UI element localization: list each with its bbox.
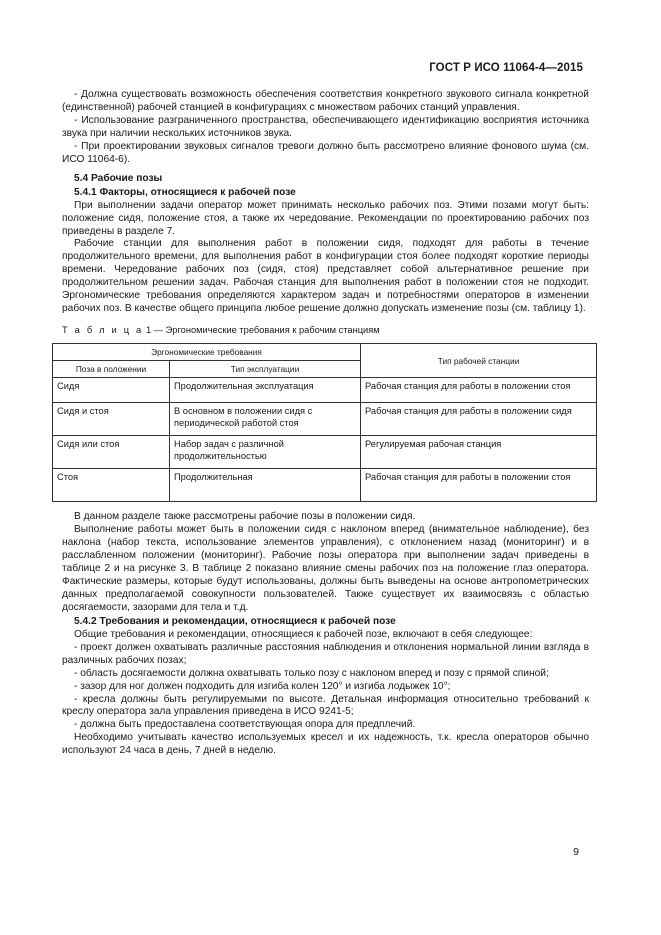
- cell-operation: Продолжительная эксплуатация: [170, 378, 361, 403]
- standard-header: ГОСТ Р ИСО 11064-4—2015: [429, 62, 583, 74]
- list-item: - должна быть предоставлена соответствующая опора для предплечий.: [74, 719, 416, 731]
- cell-station: Регулируемая рабочая станция: [361, 436, 597, 469]
- cell-operation: Продолжительная: [170, 469, 361, 502]
- table-caption-label: Т а б л и ц а: [62, 325, 144, 336]
- section-5-4-1-title: 5.4.1 Факторы, относящиеся к рабочей позе: [74, 186, 296, 198]
- table-row: [53, 403, 597, 436]
- table-row: [53, 436, 597, 469]
- cell-posture: Сидя и стоя: [53, 403, 170, 436]
- cell-posture: Стоя: [53, 469, 170, 502]
- section-5-4-2-title: 5.4.2 Требования и рекомендации, относящиеся к рабочей позе: [74, 615, 396, 627]
- section-5-4-2-intro: Общие требования и рекомендации, относящиеся к рабочей позе, включают в себя следующее:: [74, 628, 533, 640]
- list-item: - кресла должны быть регулируемыми по высоте. Детальная информация относительно требований к креслу оператора зала управления приведена в ИСО 9241-5;: [62, 693, 589, 718]
- cell-operation: В основном в положении сидя с периодической работой стоя: [170, 403, 361, 436]
- table-caption-text: 1 — Эргономические требования к рабочим станциям: [145, 325, 380, 336]
- list-item: - зазор для ног должен подходить для изгиба колен 120° и изгиба лодыжек 10°;: [74, 680, 451, 692]
- cell-posture: Сидя: [53, 378, 170, 403]
- paragraph-background-noise: - При проектировании звуковых сигналов тревоги должно быть рассмотрено влияние фонового шума (см. ИСО 11064-6).: [62, 140, 589, 165]
- paragraph-distinct-signal: - Должна существовать возможность обеспечения соответствия конкретного звукового сигнала конкретной (единственной) рабочей станцией в конфигурациях с множеством рабочих станций управления.: [62, 89, 589, 113]
- section-5-4-1-paragraph-1: При выполнении задачи оператор может принимать несколько рабочих поз. Этими позами могут быть: положение сидя, положение стоя, а также их чередование. Рекомендации по проектированию рабочих поз приведены в разделе 7.: [62, 199, 589, 237]
- column-header-station: Тип рабочей станции: [361, 344, 597, 378]
- cell-station: Рабочая станция для работы в положении сидя: [361, 403, 597, 436]
- cell-posture: Сидя или стоя: [53, 436, 170, 469]
- body-text: [57, 89, 589, 758]
- after-table-paragraph-1: В данном разделе также рассмотрены рабочие позы в положении сидя.: [74, 511, 416, 523]
- list-item: - проект должен охватывать различные расстояния наблюдения и отклонения нормальной линии взгляда в различных рабочих позах;: [62, 641, 589, 666]
- table-row: [53, 378, 597, 403]
- ergonomic-requirements-table: [52, 343, 597, 502]
- cell-station: Рабочая станция для работы в положении стоя: [361, 378, 597, 403]
- cell-station: Рабочая станция для работы в положении стоя: [361, 469, 597, 502]
- section-5-4-title: 5.4 Рабочие позы: [74, 172, 163, 184]
- list-item: - область досягаемости должна охватывать только позу с наклоном вперед и позу с прямой спиной;: [74, 667, 549, 679]
- column-header-posture: Поза в положении: [53, 361, 170, 378]
- section-5-4-2-closing: Необходимо учитывать качество используемых кресел и их надежность, т.к. кресла операторов обычно используют 24 часа в день, 7 дней в неделю.: [62, 732, 589, 757]
- cell-operation: Набор задач с различной продолжительностью: [170, 436, 361, 469]
- group-header: Эргономические требования: [53, 344, 361, 361]
- section-5-4-1-paragraph-2: Рабочие станции для выполнения работ в положении сидя, подходят для работы в течение продолжительного времени, для выполнения работ в конфигурации стоя более подходят короткие периоды времени. Чередование рабочих поз (сидя, стоя) представляет собой альтернативное решение при продолжительном решении задач. Рабочая станция для выполнения работ в положении стоя не подходит. Эргономические требования определяются характером задач и потребностями операторов в изменении рабочих поз. В качестве общего принципа любое решение должно допускать изменение позы (см. таблицу 1).: [62, 238, 589, 315]
- table-header-row: [53, 344, 597, 361]
- page-number: 9: [573, 846, 579, 858]
- column-header-operation: Тип эксплуатации: [170, 361, 361, 378]
- table-row: [53, 469, 597, 502]
- table-caption: [62, 324, 589, 337]
- after-table-paragraph-2: Выполнение работы может быть в положении сидя с наклоном вперед (внимательное наблюдение), без наклона (набор текста, использование элементов управления), с отклонением назад (мониторинг) и в расслабленном положении (мониторинг). Рабочие позы оператора при выполнении задач приведены в таблице 2 и на рисунке 3. В таблице 2 показано влияние смены рабочих поз на положение глаз оператора. Фактические размеры, которые будут использованы, должны быть выведены на основе антропометрических данных предполагаемой совокупности пользователей. Также существует их взаимосвязь с областью досягаемости, зазорами для тела и т.д.: [62, 524, 589, 613]
- paragraph-separated-space: - Использование разграниченного пространства, обеспечивающего идентификацию восприятия источника звука при наличии нескольких источников звука.: [62, 114, 589, 139]
